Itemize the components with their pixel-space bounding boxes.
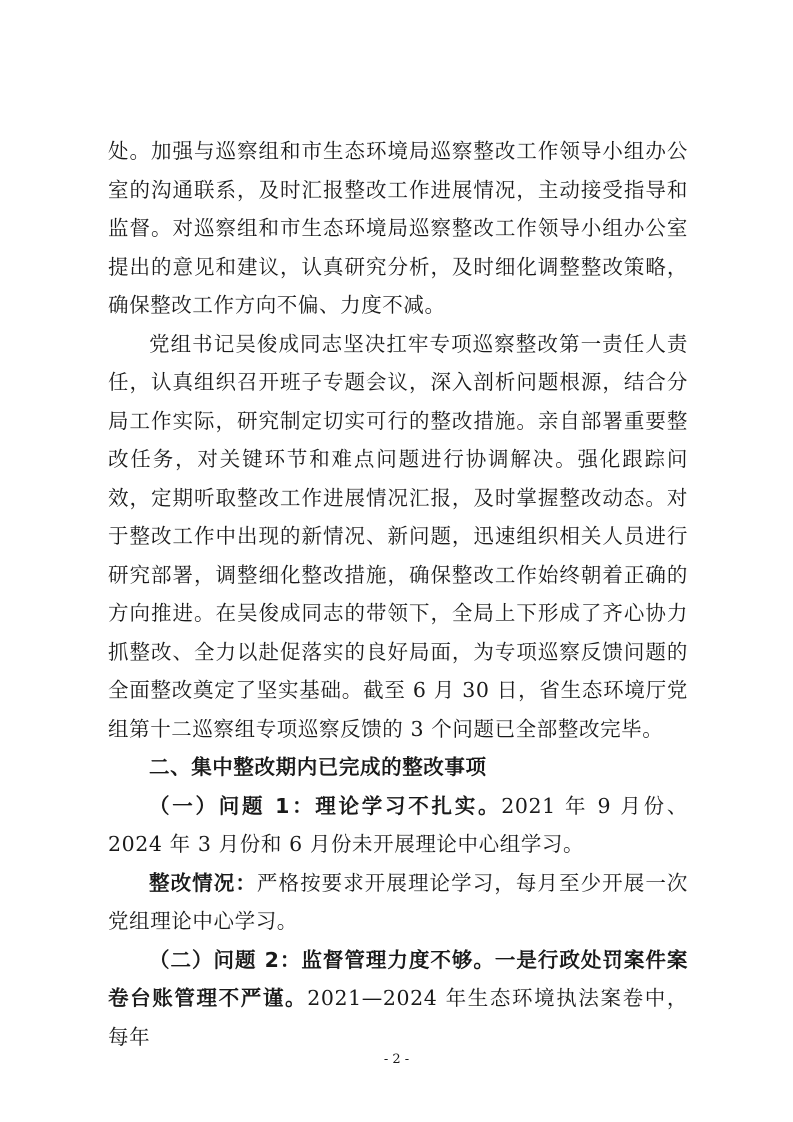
document-body bbox=[108, 132, 688, 1056]
paragraph-2: 党组书记吴俊成同志坚决扛牢专项巡察整改第一责任人责任，认真组织召开班子专题会议，深入剖析问题根源，结合分局工作实际，研究制定切实可行的整改措施。亲自部署重要整改任务，对关键环节和难点问题进行协调解决。强化跟踪问效，定期听取整改工作进展情况汇报，及时掌握整改动态。对于整改工作中出现的新情况、新问题，迅速组织相关人员进行研究部署，调整细化整改措施，确保整改工作始终朝着正确的方向推进。在吴俊成同志的带领下，全局上下形成了齐心协力抓整改、全力以赴促落实的良好局面，为专项巡察反馈问题的全面整改奠定了坚实基础。截至 6 月 30 日，省生态环境厅党组第十二巡察组专项巡察反馈的 3 个问题已全部整改完毕。 bbox=[108, 331, 688, 741]
page-number: - 2 - bbox=[383, 1052, 410, 1067]
issue-2-paragraph bbox=[108, 941, 688, 1057]
section-2-heading: 二、集中整改期内已完成的整改事项 bbox=[149, 755, 487, 779]
issue-2-title: （二）问题 2：监督管理力度不够。一是行政处罚案件案卷台账管理不严谨。 bbox=[108, 947, 688, 1010]
rectify-1-paragraph bbox=[108, 864, 688, 941]
issue-2-text: 2021—2024 年生态环境执法案卷中，每年 bbox=[108, 986, 688, 1049]
paragraph-1: 处。加强与巡察组和市生态环境局巡察整改工作领导小组办公室的沟通联系，及时汇报整改工作进展情况，主动接受指导和监督。对巡察组和市生态环境局巡察整改工作领导小组办公室提出的意见和建议，认真研究分析，及时细化调整整改策略，确保整改工作方向不偏、力度不减。 bbox=[108, 139, 688, 317]
issue-1-title: （一）问题 1：理论学习不扎实。 bbox=[149, 793, 502, 818]
rectify-1-label: 整改情况： bbox=[149, 870, 257, 895]
issue-1-text: 2021 年 9 月份、2024 年 3 月份和 6 月份未开展理论中心组学习。 bbox=[108, 793, 689, 856]
issue-1-paragraph bbox=[108, 787, 688, 864]
rectify-1-text: 严格按要求开展理论学习，每月至少开展一次党组理论中心学习。 bbox=[108, 870, 689, 933]
